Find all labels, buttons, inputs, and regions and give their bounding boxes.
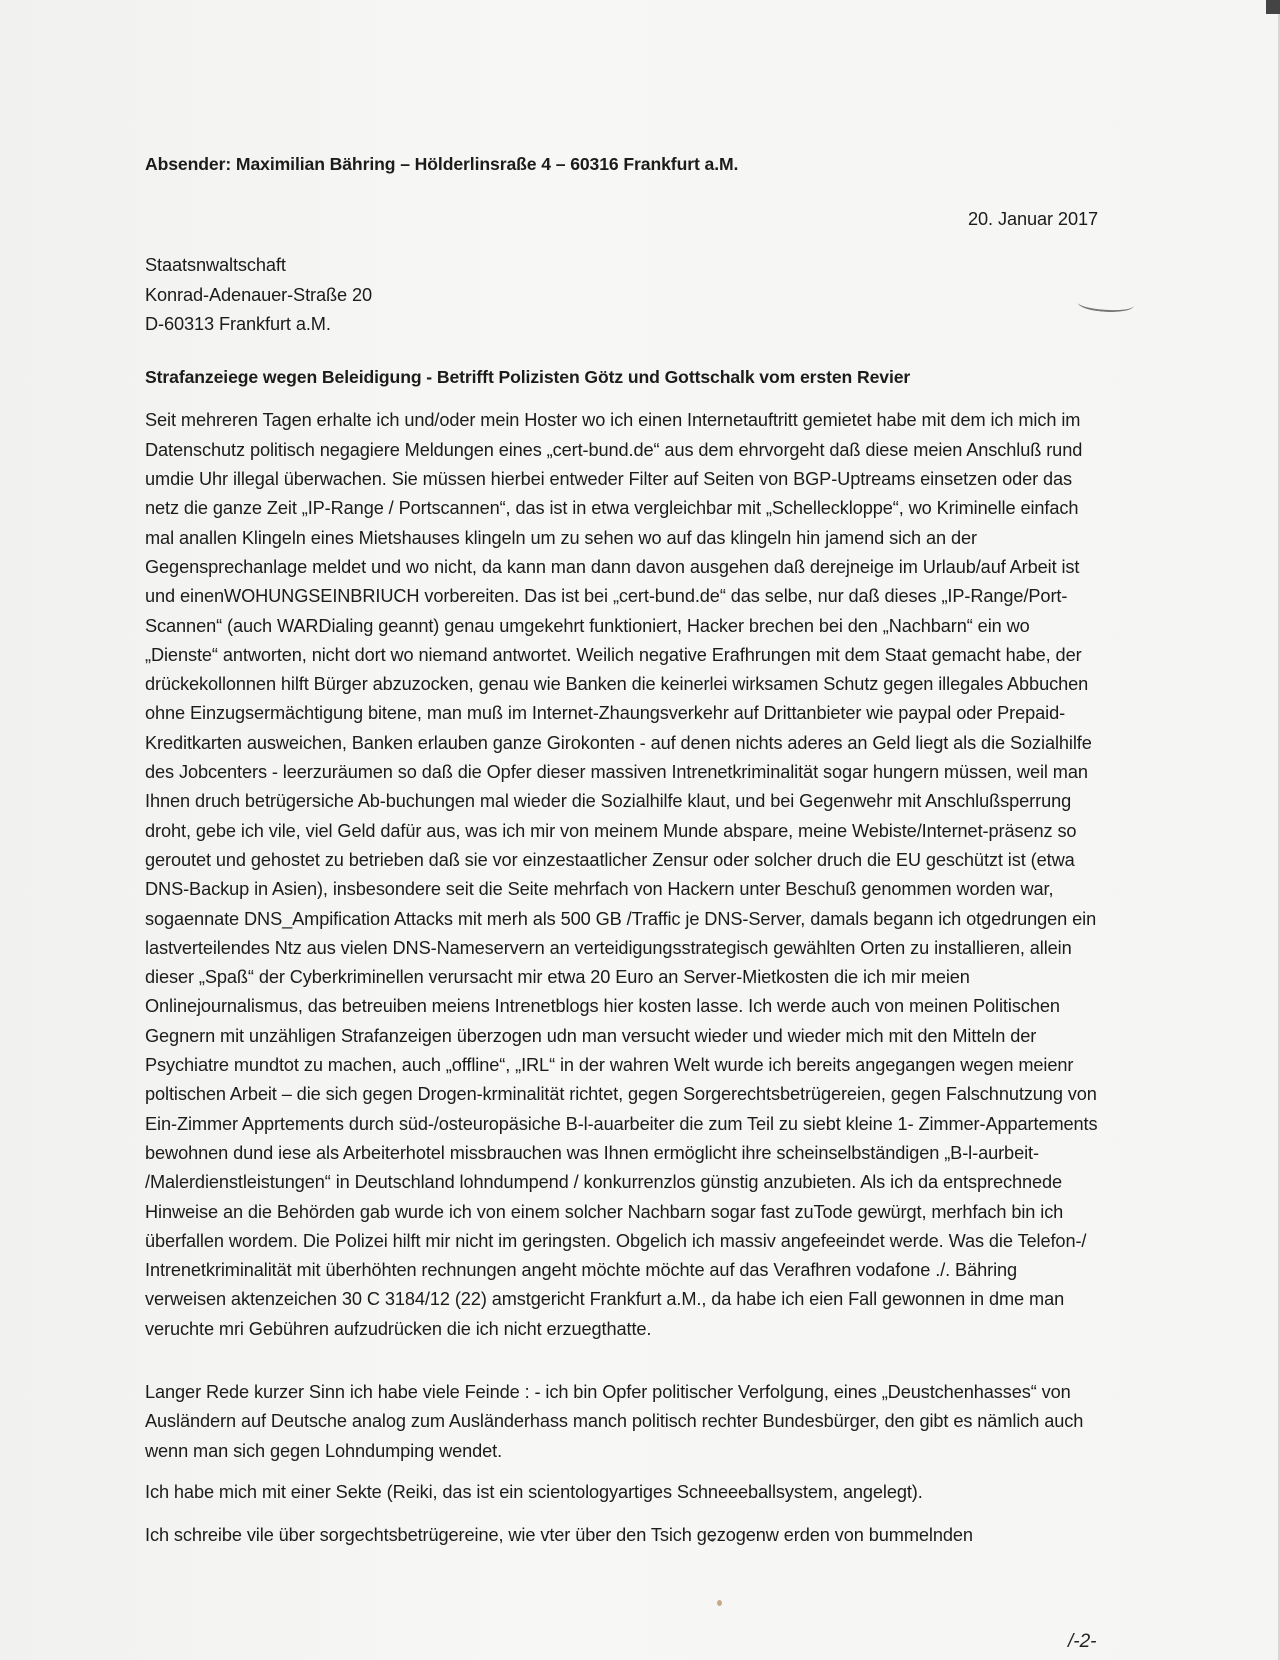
recipient-address (145, 251, 1100, 339)
recipient-line-3: D-60313 Frankfurt a.M. (145, 313, 331, 334)
page-number: /-2- (1068, 1631, 1097, 1652)
paragraph-main: Seit mehreren Tagen erhalte ich und/oder mein Hoster wo ich einen Internetauftritt gemietet habe mit dem ich mich im Datenschutz politisch negagiere Meldungen eines „cert-bund.de“ aus dem ehrvorgeht daß diese meien Anschluß rund umdie Uhr illegal überwachen. Sie müssen hierbei entweder Filter auf Seiten von BGP-Uptreams einsetzen oder das netz die ganze Zeit „IP-Range / Portscannen“, das ist in etwa vergleichbar mit „Schelleckloppe“, wo Kriminelle einfach mal anallen Klingeln eines Mietshauses klingeln um zu sehen wo auf das klingeln hin jamend sich an der Gegensprechanlage meldet und wo nicht, da kann man dann davon ausgehen daß derejneige im Urlaub/auf Arbeit ist und einenWOHUNGSEINBRIUCH vorbereiten. Das ist bei „cert-bund.de“ das selbe, nur daß dieses „IP-Range/Port-Scannen“ (auch WARDialing geannt) genau umgekehrt funktioniert, Hacker brechen bei den „Nachbarn“ ein wo „Dienste“ antworten, nicht dort wo niemand antwortet. Weilich negative Erafhrungen mit dem Staat gemacht habe, der drückekollonnen hilft Bürger abzuzocken, genau wie Banken die keinerlei wirksamen Schutz gegen illegales Abbuchen ohne Einzugsermächtigung bitene, man muß im Internet-Zhaungsverkehr auf Drittanbieter wie paypal oder Prepaid-Kreditkarten ausweichen, Banken erlauben ganze Girokonten - auf denen nichts aderes an Geld liegt als die Sozialhilfe des Jobcenters - leerzuräumen so daß die Opfer dieser massiven Intrenetkriminalität sogar hungern müssen, weil man Ihnen druch betrügersiche Ab-buchungen mal wieder die Sozialhilfe klaut, und bei Gegenwehr mit Anschlußsperrung droht, gebe ich vile, viel Geld dafür aus, was ich mir von meinem Munde abspare, meine Webiste/Internet-präsenz so geroutet und gehostet zu betrieben daß sie vor einzestaatlicher Zensur oder solcher druch die EU geschützt ist (etwa DNS-Backup in Asien), insbesondere seit die Seite mehrfach von Hackern unter Beschuß genommen worden war, sogaennate DNS_Ampification Attacks mit merh als 500 GB /Traffic je DNS-Server, damals begann ich otgedrungen ein lastverteilendes Ntz aus vielen DNS-Nameservern an verteidigungsstrategisch gewählten Orten zu installieren, allein dieser „Spaß“ der Cyberkriminellen verursacht mir etwa 20 Euro an Server-Mietkosten die ich mir meien Onlinejournalismus, das betreuiben meiens Intrenetblogs hier kosten lasse. Ich werde auch von meinen Politischen Gegnern mit unzähligen Strafanzeigen überzogen udn man versucht wieder und wieder mich mit den Mitteln der Psychiatre mundtot zu machen, auch „offline“, „IRL“ in der wahren Welt wurde ich bereits angegangen wegen meienr poltischen Arbeit – die sich gegen Drogen-krminalität richtet, gegen Sorgerechtsbetrügereien, gegen Falschnutzung von Ein-Zimmer Apprtements durch süd-/osteuropäsiche B-l-auarbeiter die zum Teil zu siebt kleine 1- Zimmer-Appartements bewohnen dund iese als Arbeiterhotel missbrauchen was Ihnen ermöglicht ihre scheinselbständigen „B-l-aurbeit- /Malerdienstleistungen“ in Deutschland lohndumpend / konkurrenzlos günstig anzubieten. Als ich da entsprechnede Hinweise an die Behörden gab wurde ich von einem solcher Nachbarn sogar fast zuTode gewürgt, merhfach bin ich überfallen wordem. Die Polizei hilft mir nicht im geringsten. Obgelich ich massiv angefeeindet werde. Was die Telefon-/ Intrenetkriminalität mit überhöhten rechnungen angeht möchte möchte auf das Verafhren vodafone ./. Bähring verweisen aktenzeichen 30 C 3184/12 (22) amstgericht Frankfurt a.M., da habe ich eien Fall gewonnen in dme man veruchte mri Gebühren aufzudrücken die ich nicht erzuegthatte. (145, 410, 1098, 1339)
paragraph-sect: Ich habe mich mit einer Sekte (Reiki, das ist ein scientologyartiges Schneeeballsystem, angelegt). (145, 1481, 923, 1502)
subject-line: Strafanzeiege wegen Beleidigung - Betrifft Polizisten Götz und Gottschalk vom ersten Revier (145, 367, 911, 388)
letter-date: 20. Januar 2017 (968, 209, 1098, 229)
scan-speck (717, 1600, 722, 1606)
scan-corner-mark (1266, 0, 1280, 14)
recipient-line-2: Konrad-Adenauer-Straße 20 (145, 284, 373, 305)
letter-body (145, 150, 1100, 1550)
sender-line: Absender: Maximilian Bähring – Hölderlinsraße 4 – 60316 Frankfurt a.M. (145, 154, 739, 174)
paragraph-summary: Langer Rede kurzer Sinn ich habe viele Feinde : - ich bin Opfer politischer Verfolgung, eines „Deustchenhasses“ von Ausländern auf Deutsche analog zum Ausländerhass manch politisch rechter Bundesbürger, den gibt es nämlich auch wenn man sich gegen Lohndumping wendet. (145, 1381, 1084, 1461)
recipient-line-1: Staatsnwaltschaft (145, 255, 286, 276)
paragraph-continuation: Ich schreibe vile über sorgechtsbetrügereine, wie vter über den Tsich gezogenw erden von bummelnden (145, 1525, 973, 1546)
